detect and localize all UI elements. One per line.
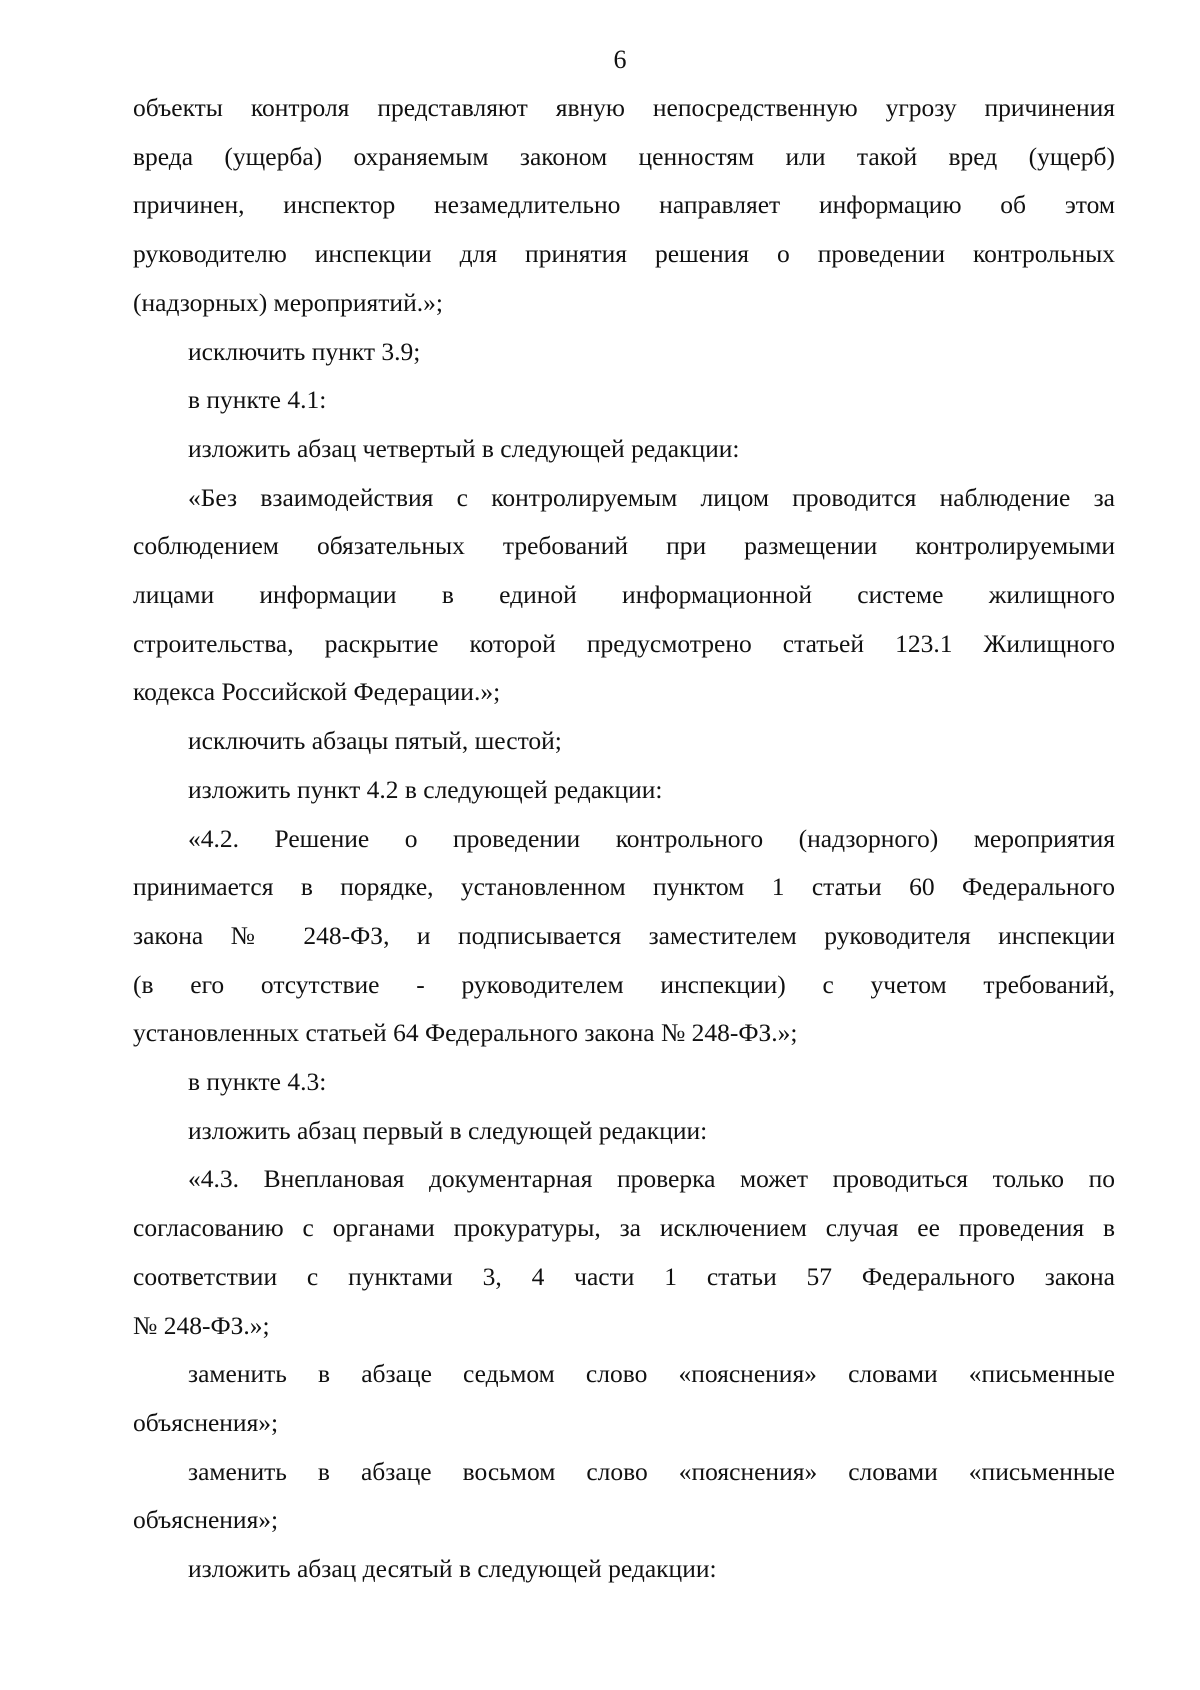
paragraph bbox=[133, 717, 1115, 766]
text-line: объяснения»; bbox=[133, 1407, 279, 1437]
text-line: «4.3. Внеплановая документарная проверка может проводиться только по bbox=[188, 1164, 1115, 1194]
text-line: № 248-ФЗ.»; bbox=[133, 1310, 270, 1340]
text-line: заменить в абзаце седьмом слово «пояснения» словами «письменные bbox=[188, 1359, 1115, 1389]
text-line: руководителю инспекции для принятия решения о проведении контрольных bbox=[133, 239, 1115, 269]
paragraph bbox=[133, 1107, 1115, 1156]
text-line: исключить абзацы пятый, шестой; bbox=[188, 726, 562, 756]
text-line: лицами информации в единой информационной системе жилищного bbox=[133, 580, 1115, 610]
paragraph bbox=[133, 84, 1115, 328]
paragraph bbox=[133, 1058, 1115, 1107]
paragraph bbox=[133, 425, 1115, 474]
text-line: закона № 248-ФЗ, и подписывается заместителем руководителя инспекции bbox=[133, 920, 1115, 950]
paragraph bbox=[133, 376, 1115, 425]
text-line: в пункте 4.3: bbox=[188, 1067, 327, 1097]
text-line: согласованию с органами прокуратуры, за исключением случая ее проведения в bbox=[133, 1213, 1115, 1243]
text-line: изложить пункт 4.2 в следующей редакции: bbox=[188, 774, 663, 804]
text-line: изложить абзац четвертый в следующей редакции: bbox=[188, 433, 740, 463]
text-line: строительства, раскрытие которой предусмотрено статьей 123.1 Жилищного bbox=[133, 628, 1115, 658]
paragraph bbox=[133, 1155, 1115, 1350]
text-line: исключить пункт 3.9; bbox=[188, 336, 421, 366]
paragraph bbox=[133, 1545, 1115, 1594]
text-line: в пункте 4.1: bbox=[188, 385, 327, 415]
text-line: вреда (ущерба) охраняемым законом ценностям или такой вред (ущерб) bbox=[133, 141, 1115, 171]
text-line: объекты контроля представляют явную непосредственную угрозу причинения bbox=[133, 93, 1115, 122]
paragraph bbox=[133, 766, 1115, 815]
paragraph bbox=[133, 328, 1115, 377]
text-line: принимается в порядке, установленном пунктом 1 статьи 60 Федерального bbox=[133, 872, 1115, 902]
text-line: заменить в абзаце восьмом слово «пояснения» словами «письменные bbox=[188, 1456, 1115, 1486]
text-line: изложить абзац десятый в следующей редакции: bbox=[188, 1554, 717, 1584]
paragraph bbox=[133, 1350, 1115, 1447]
text-line: соответствии с пунктами 3, 4 части 1 статьи 57 Федерального закона bbox=[133, 1261, 1115, 1291]
paragraph bbox=[133, 474, 1115, 718]
text-line: «4.2. Решение о проведении контрольного (надзорного) мероприятия bbox=[188, 823, 1115, 853]
document-body bbox=[133, 84, 1115, 1594]
paragraph bbox=[133, 1448, 1115, 1545]
text-line: кодекса Российской Федерации.»; bbox=[133, 677, 501, 707]
paragraph bbox=[133, 815, 1115, 1059]
text-line: объяснения»; bbox=[133, 1505, 279, 1535]
text-line: изложить абзац первый в следующей редакции: bbox=[188, 1115, 708, 1145]
text-line: установленных статьей 64 Федерального закона № 248-ФЗ.»; bbox=[133, 1018, 798, 1048]
text-line: (надзорных) мероприятий.»; bbox=[133, 287, 443, 317]
text-line: «Без взаимодействия с контролируемым лицом проводится наблюдение за bbox=[188, 482, 1115, 512]
page-number: 6 bbox=[613, 45, 627, 74]
text-line: причинен, инспектор незамедлительно направляет информацию об этом bbox=[133, 190, 1115, 220]
text-line: соблюдением обязательных требований при размещении контролируемыми bbox=[133, 531, 1115, 561]
text-line: (в его отсутствие - руководителем инспекции) с учетом требований, bbox=[133, 969, 1115, 999]
